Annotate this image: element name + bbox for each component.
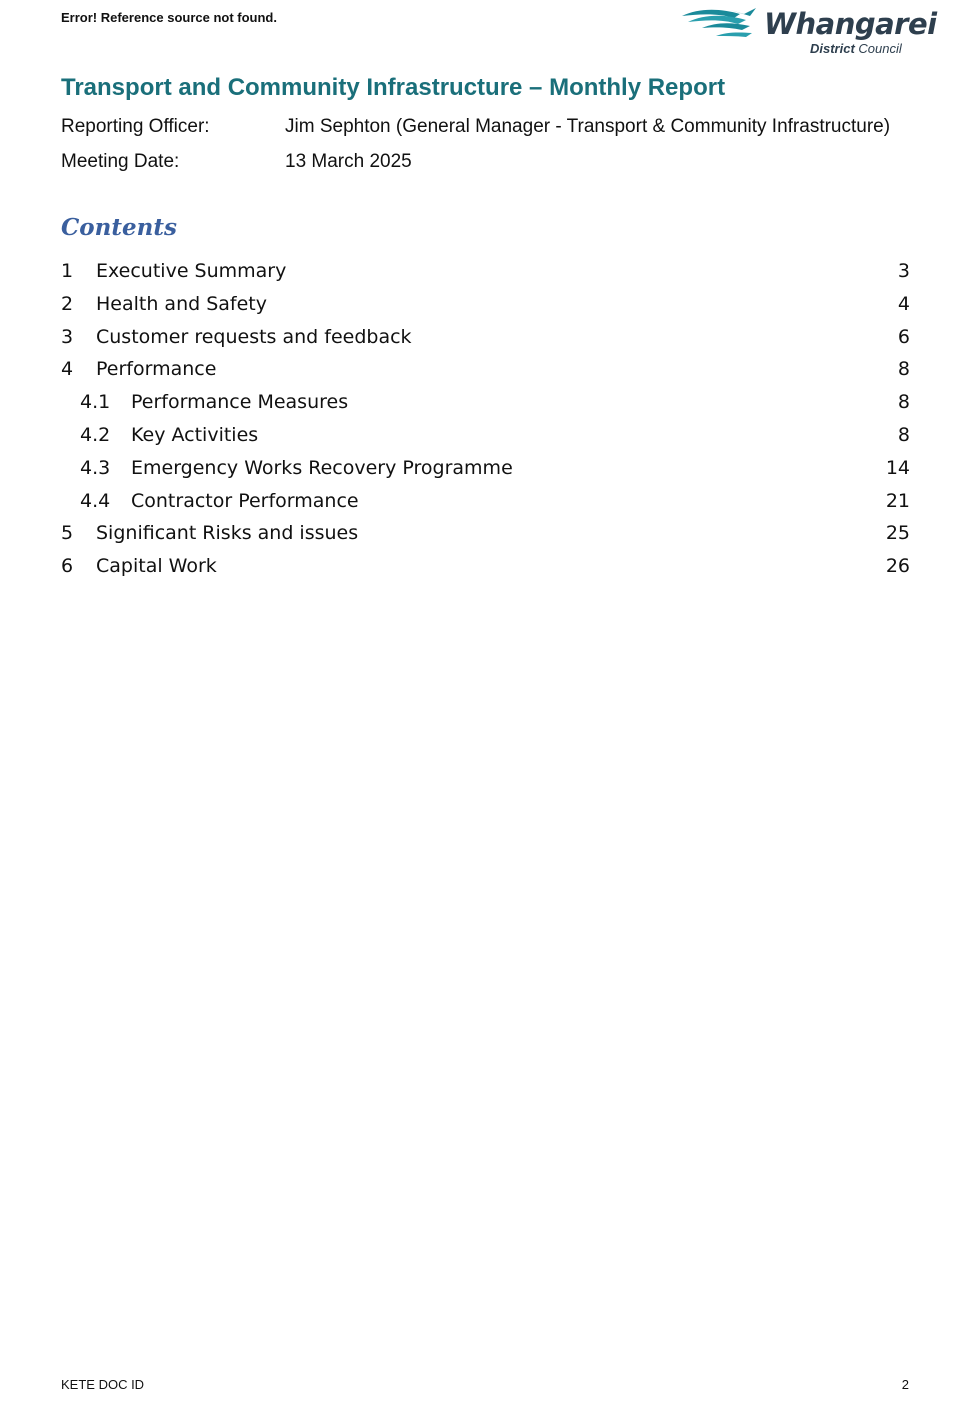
- toc-entry-number: 4.4: [80, 489, 111, 512]
- toc-entry[interactable]: [61, 419, 910, 452]
- meeting-date-value: 13 March 2025: [285, 151, 412, 172]
- council-logo: [680, 4, 937, 60]
- toc-entry-number: 5: [61, 522, 74, 545]
- header-error-text: Error! Reference source not found.: [61, 10, 277, 25]
- toc-entry-label: Key Activities: [131, 423, 259, 446]
- logo-waves-icon: [680, 6, 760, 42]
- reporting-officer-label: Reporting Officer:: [61, 116, 210, 137]
- toc-entry-page: 8: [897, 358, 910, 381]
- footer-page-number: 2: [901, 1377, 909, 1392]
- toc-entry-label: Customer requests and feedback: [96, 325, 412, 348]
- toc-entry-page: 8: [897, 423, 910, 446]
- toc-entry-page: 4: [897, 292, 910, 315]
- toc-entry-page: 26: [885, 555, 910, 578]
- meeting-date-label: Meeting Date:: [61, 151, 180, 172]
- report-title: Transport and Community Infrastructure – Monthly Report: [61, 74, 726, 101]
- logo-sub-light: Council: [858, 41, 902, 56]
- toc-entry-number: 6: [61, 555, 74, 578]
- toc-entry-page: 6: [897, 325, 910, 348]
- toc-entry-label: Emergency Works Recovery Programme: [131, 456, 513, 479]
- toc-entry[interactable]: [61, 386, 910, 419]
- table-of-contents: [61, 255, 910, 583]
- toc-entry-number: 4.1: [80, 391, 111, 414]
- toc-entry-page: 3: [897, 260, 910, 282]
- toc-entry-page: 25: [885, 522, 910, 545]
- footer-doc-id: KETE DOC ID: [61, 1377, 145, 1392]
- contents-heading: Contents: [61, 214, 177, 241]
- toc-entry[interactable]: [61, 321, 910, 354]
- toc-entry-number: 1: [61, 260, 74, 282]
- toc-entry-label: Contractor Performance: [131, 489, 359, 512]
- reporting-officer-value: Jim Sephton (General Manager - Transport & Community Infrastructure): [285, 116, 891, 137]
- toc-entry-number: 4.2: [80, 423, 111, 446]
- toc-entry-number: 3: [61, 325, 74, 348]
- toc-entry[interactable]: [61, 255, 910, 288]
- toc-entry[interactable]: [61, 452, 910, 485]
- toc-entry-label: Health and Safety: [96, 292, 267, 315]
- toc-entry-label: Performance: [96, 358, 217, 381]
- toc-entry-label: Significant Risks and issues: [96, 522, 359, 545]
- logo-wordmark: Whangarei: [764, 7, 937, 41]
- toc-entry-page: 8: [897, 391, 910, 414]
- toc-entry[interactable]: [61, 353, 910, 386]
- toc-entry-number: 4.3: [80, 456, 111, 479]
- toc-entry[interactable]: [61, 485, 910, 518]
- toc-entry-number: 2: [61, 292, 74, 315]
- toc-entry-page: 14: [885, 456, 910, 479]
- toc-entry-label: Executive Summary: [96, 260, 287, 282]
- toc-entry[interactable]: [61, 288, 910, 321]
- logo-subtitle: [810, 41, 902, 56]
- toc-entry-number: 4: [61, 358, 74, 381]
- toc-entry[interactable]: [61, 550, 910, 583]
- toc-entry-label: Performance Measures: [131, 391, 349, 414]
- logo-sub-bold: District: [810, 41, 855, 56]
- toc-entry-label: Capital Work: [96, 555, 217, 578]
- toc-entry[interactable]: [61, 517, 910, 550]
- toc-entry-page: 21: [885, 489, 910, 512]
